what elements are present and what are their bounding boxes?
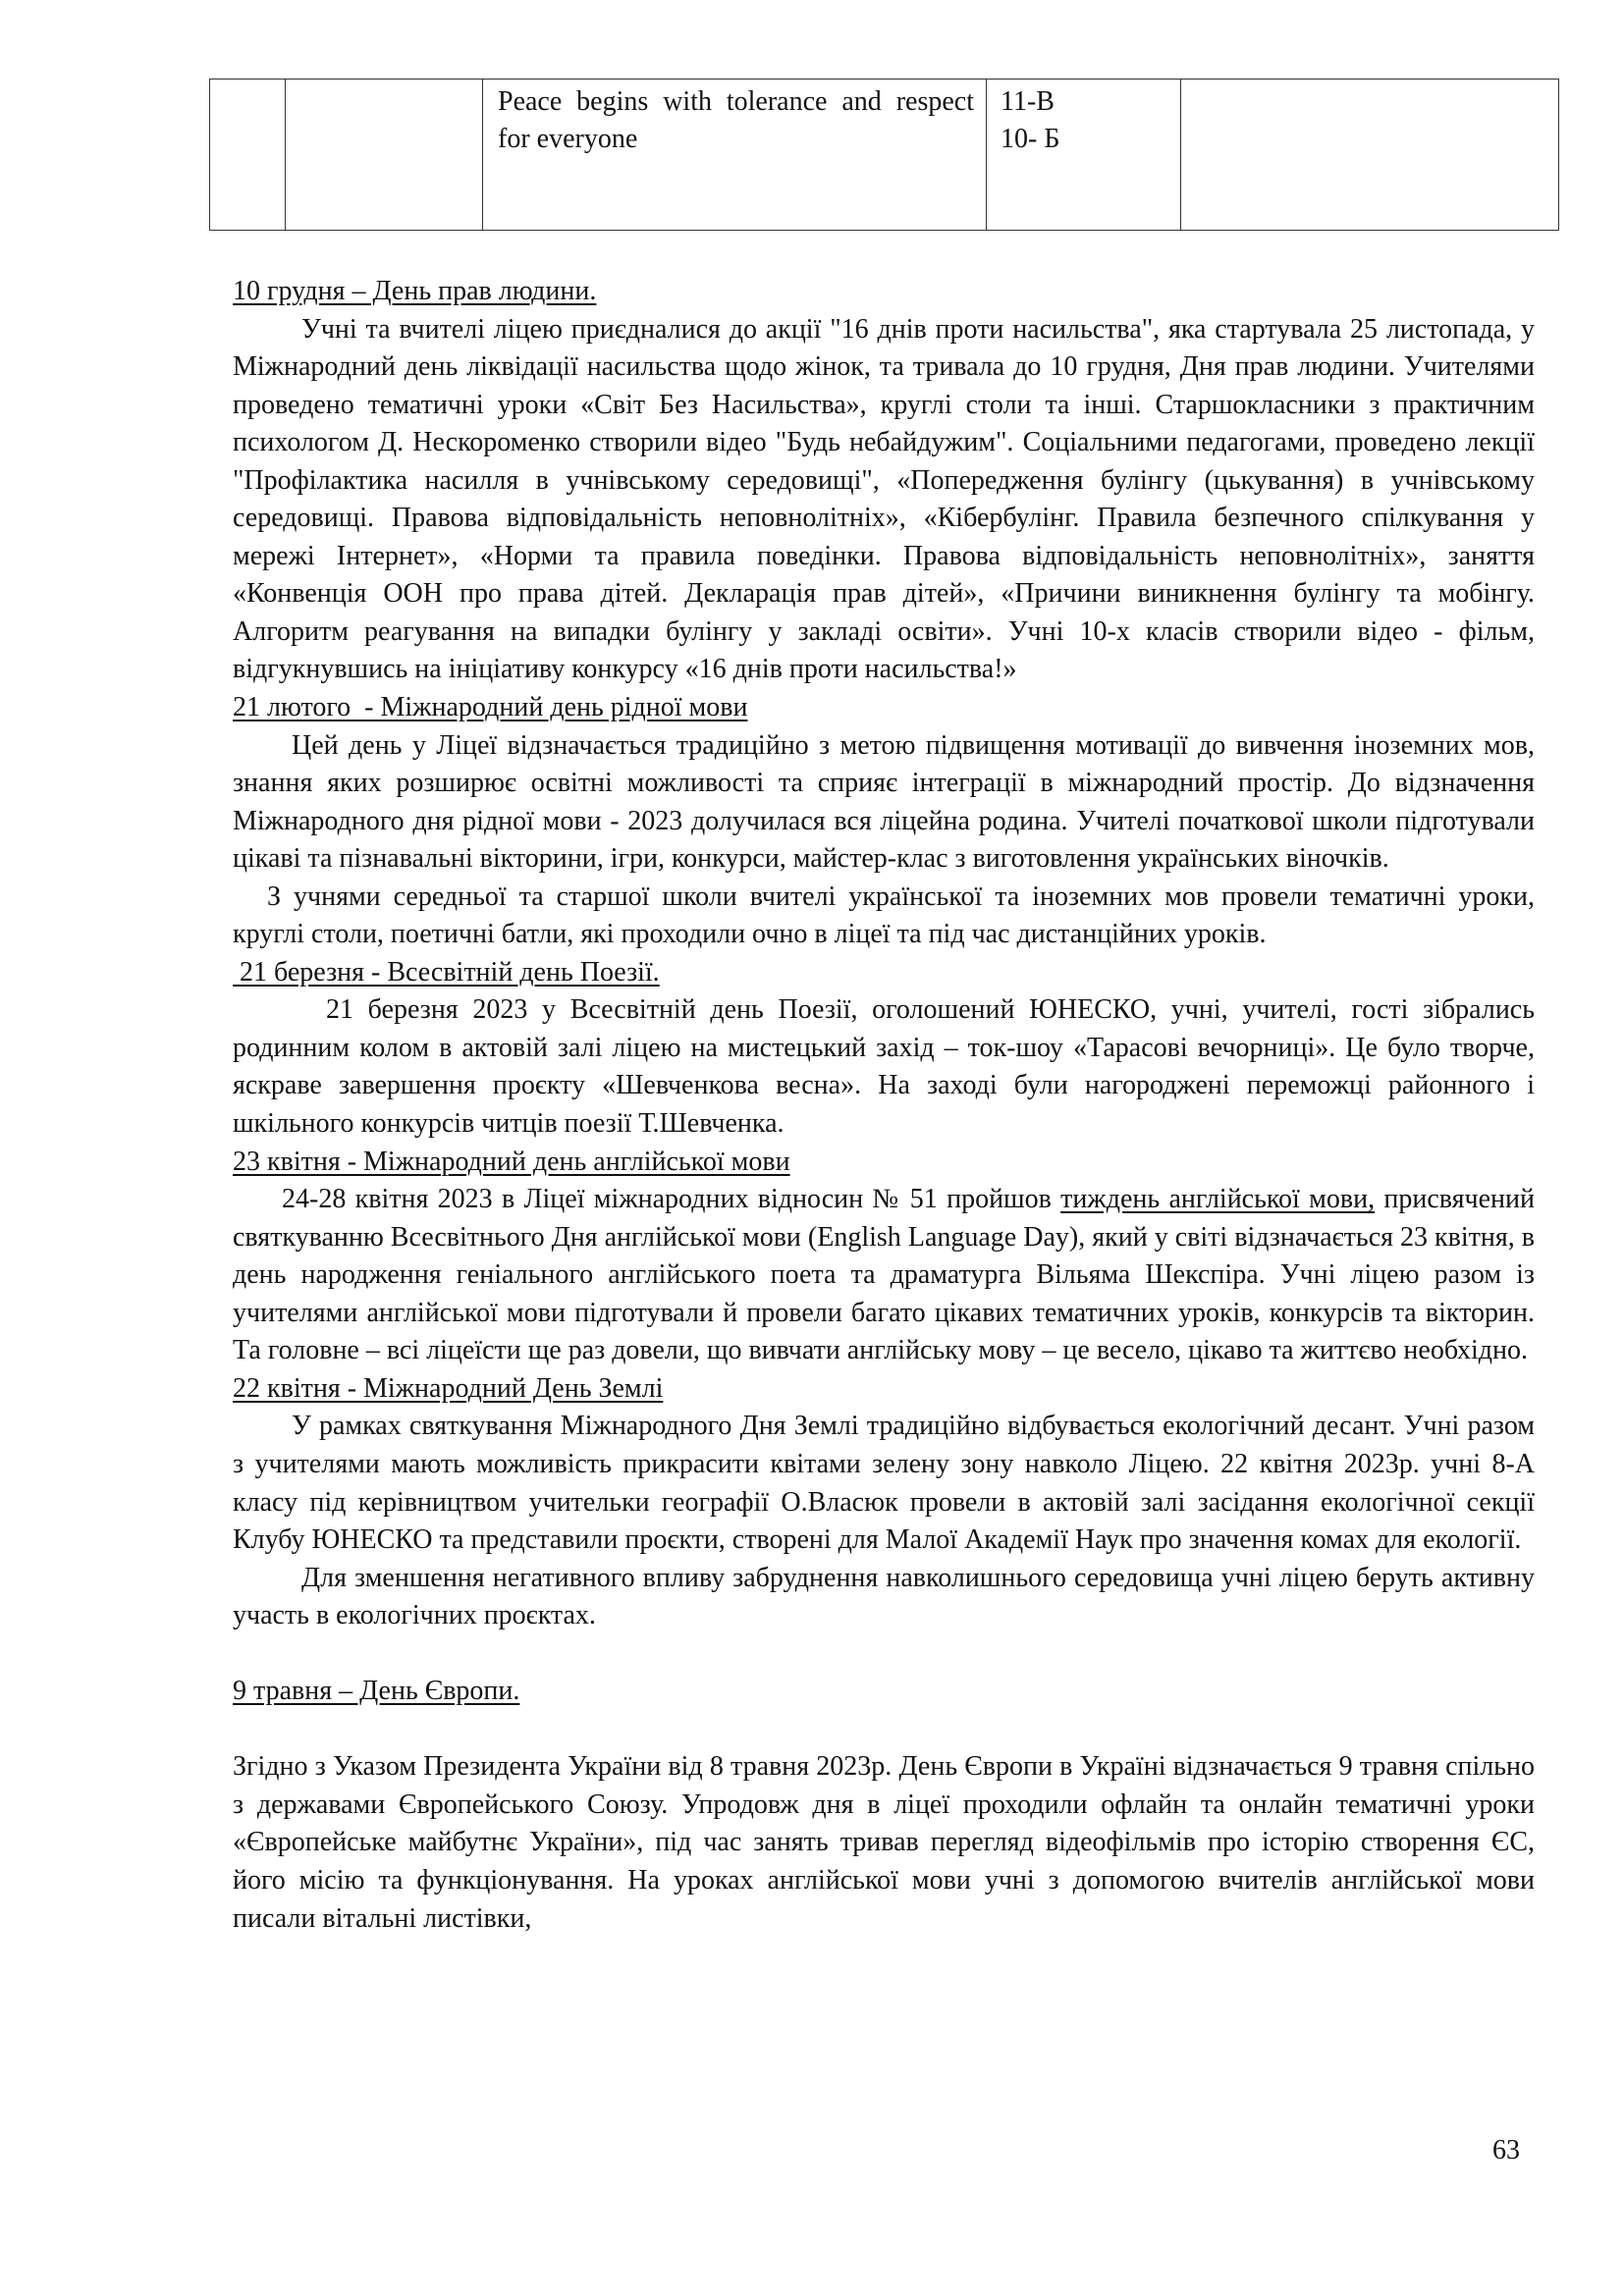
paragraph: З учнями середньої та старшої школи вчителі української та іноземних мов провели тематичні уроки, круглі столи, поетичні батли, які проходили очно в ліцеї та під час дистанційних уроків. <box>233 881 1535 950</box>
paragraph: Для зменшення негативного впливу забруднення навколишнього середовища учні ліцею беруть активну участь в екологічних проєктах. <box>233 1562 1535 1631</box>
section-heading: 21 березня - Всесвітній день Поезії. <box>233 956 660 988</box>
class-label: 11-В <box>1001 86 1055 117</box>
paragraph: 21 березня 2023 у Всесвітній день Поезії, оголошений ЮНЕСКО, учні, учителі, гості зібрались родинним колом в актовій залі ліцею на мистецький захід – ток-шоу «Тарасові вечорниці». Це було творче, яскраве завершення проєкту «Шевченкова весна». На заході були нагороджені переможці районного і шкільного конкурсів читців поезії Т.Шевченка. <box>233 994 1535 1140</box>
paragraph-text: 24-28 квітня 2023 в Ліцеї міжнародних відносин № 51 пройшов <box>282 1184 1061 1215</box>
table-row <box>210 80 1559 231</box>
table-cell-date <box>286 80 483 231</box>
class-label: 10- Б <box>1001 124 1060 154</box>
document-body <box>233 273 1535 1938</box>
paragraph-text: присвячений святкуванню Всесвітнього Дня англійської мови (English Language Day), який у світі відзначається 23 квітня, в день народження геніального англійського поета та драматурга Вільяма Шекспіра. Учні ліцею разом із учителями англійської мови підготували й провели багато цікавих тематичних уроків, конкурсів та вікторин. Та головне – всі ліцеїсти ще раз довели, що вивчати англійську мову – це весело, цікаво та життєво необхідно. <box>233 1184 1535 1366</box>
page-number: 63 <box>1492 2135 1520 2165</box>
table-cell-classes <box>987 80 1181 231</box>
table-cell-notes <box>1181 80 1559 231</box>
spacer <box>233 1635 1535 1674</box>
table-cell-number <box>210 80 286 231</box>
paragraph: У рамках святкування Міжнародного Дня Землі традиційно відбувається екологічний десант. Учні разом з учителями мають можливість прикрасити квітами зелену зону навколо Ліцею. 22 квітня 2023р. учні 8-А класу під керівництвом учительки географії О.Власюк провели в актовій залі засідання екологічної секції Клубу ЮНЕСКО та представили проєкти, створені для Малої Академії Наук про значення комах для екології. <box>233 1411 1535 1556</box>
activities-table <box>209 79 1559 231</box>
paragraph <box>233 1181 1535 1370</box>
spacer <box>233 1711 1535 1749</box>
underlined-phrase: тиждень англійської мови, <box>1060 1184 1376 1215</box>
section-heading: 22 квітня - Міжнародний День Землі <box>233 1372 664 1404</box>
paragraph: Учні та вчителі ліцею приєдналися до акції "16 днів проти насильства", яка стартувала 25 листопада, у Міжнародний день ліквідації насильства щодо жінок, та тривала до 10 грудня, Дня прав людини. Учителями проведено тематичні уроки «Світ Без Насильства», круглі столи та інші. Старшокласники з практичним психологом Д. Нескороменко створили відео "Будь небайдужим". Соціальними педагогами, проведено лекції "Профілактика насилля в учнівському середовищі", «Попередження булінгу (цькування) в учнівському середовищі. Правова відповідальність неповнолітніх», «Кібербулінг. Правила безпечного спілкування у мережі Інтернет», «Норми та правила поведінки. Правова відповідальність неповнолітніх», заняття «Конвенція ООН про права дітей. Декларація прав дітей», «Причини виникнення булінгу та мобінгу. Алгоритм реагування на випадки булінгу у закладі освіти». Учні 10-х класів створили відео - фільм, відгукнувшись на ініціативу конкурсу «16 днів проти насильства!» <box>233 313 1535 685</box>
table-cell-event-title: Peace begins with tolerance and respect for everyone <box>483 80 987 231</box>
section-heading: 9 травня – День Європи. <box>233 1676 520 1707</box>
section-heading: 23 квітня - Міжнародний день англійської мови <box>233 1146 790 1177</box>
paragraph: Згідно з Указом Президента України від 8 травня 2023р. День Європи в Україні відзначається 9 травня спільно з державами Європейського Союзу. Упродовж дня в ліцеї проходили офлайн та онлайн тематичні уроки «Європейське майбутнє України», під час занять тривав перегляд відеофільмів про історію створення ЄС, його місію та функціонування. На уроках англійської мови учні з допомогою вчителів англійської мови писали вітальні листівки, <box>233 1751 1535 1934</box>
paragraph: Цей день у Ліцеї відзначається традиційно з метою підвищення мотивації до вивчення іноземних мов, знання яких розширює освітні можливості та сприяє інтеграції в міжнародний простір. До відзначення Міжнародного дня рідної мови - 2023 долучилася вся ліцейна родина. Учителі початкової школи підготували цікаві та пізнавальні вікторини, ігри, конкурси, майстер-клас з виготовлення українських віночків. <box>233 729 1535 875</box>
section-heading: 10 грудня – День прав людини. <box>233 276 597 306</box>
section-heading: 21 лютого - Міжнародний день рідної мови <box>233 692 748 723</box>
